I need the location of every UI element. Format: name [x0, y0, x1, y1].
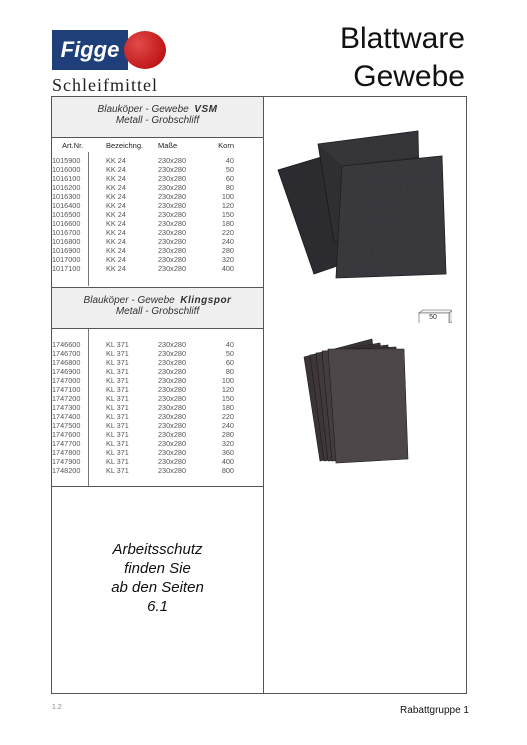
- cell-bezeichnung: KL 371: [106, 439, 129, 448]
- cell-korn: 150: [221, 210, 234, 219]
- section-vsm-application: Metall - Grobschliff: [115, 115, 200, 126]
- note-line: ab den Seiten: [111, 579, 204, 596]
- cell-korn: 240: [221, 421, 234, 430]
- cell-bezeichnung: KK 24: [106, 183, 126, 192]
- cell-bezeichnung: KK 24: [106, 264, 126, 273]
- cell-bezeichnung: KL 371: [106, 430, 129, 439]
- cell-masse: 230x280: [158, 448, 186, 457]
- cell-korn: 60: [225, 174, 234, 183]
- cell-masse: 230x280: [158, 174, 186, 183]
- cell-bezeichnung: KK 24: [106, 228, 126, 237]
- cell-art-nr: 1016400: [52, 201, 81, 210]
- cell-korn: 180: [221, 403, 234, 412]
- cell-korn: 100: [221, 192, 234, 201]
- page-title-line2: Gewebe: [353, 60, 465, 93]
- col-bezeichnung: Bezeichng.: [106, 141, 144, 150]
- cell-masse: 230x280: [158, 255, 186, 264]
- cell-masse: 230x280: [158, 421, 186, 430]
- cell-bezeichnung: KK 24: [106, 237, 126, 246]
- cell-masse: 230x280: [158, 264, 186, 273]
- cell-masse: 230x280: [158, 385, 186, 394]
- cell-korn: 400: [221, 457, 234, 466]
- cell-art-nr: 1746800: [52, 358, 81, 367]
- cell-korn: 280: [221, 430, 234, 439]
- cell-art-nr: 1747800: [52, 448, 81, 457]
- cell-art-nr: 1017000: [52, 255, 81, 264]
- cell-bezeichnung: KL 371: [106, 412, 129, 421]
- cell-bezeichnung: KL 371: [106, 466, 129, 475]
- cell-bezeichnung: KK 24: [106, 201, 126, 210]
- cell-art-nr: 1016000: [52, 165, 81, 174]
- cell-korn: 50: [225, 349, 234, 358]
- cell-bezeichnung: KK 24: [106, 165, 126, 174]
- cell-masse: 230x280: [158, 349, 186, 358]
- cell-korn: 40: [225, 156, 234, 165]
- note-line: 6.1: [147, 598, 168, 615]
- cell-korn: 220: [221, 412, 234, 421]
- cell-masse: 230x280: [158, 412, 186, 421]
- cell-korn: 320: [221, 255, 234, 264]
- cell-art-nr: 1016500: [52, 210, 81, 219]
- section-klingspor-type: Blauköper - Gewebe: [83, 295, 175, 306]
- klingspor-sheets-image: [300, 335, 412, 465]
- page-title-line1: Blattware: [339, 22, 465, 55]
- cell-art-nr: 1016300: [52, 192, 81, 201]
- col-masse: Maße: [158, 141, 178, 150]
- cell-masse: 230x280: [158, 210, 186, 219]
- cell-masse: 230x280: [158, 340, 186, 349]
- discount-group: Rabattgruppe 1: [400, 705, 469, 716]
- cell-bezeichnung: KK 24: [106, 192, 126, 201]
- cell-korn: 280: [221, 246, 234, 255]
- cell-korn: 100: [221, 376, 234, 385]
- cell-korn: 60: [225, 358, 234, 367]
- section-vsm-heading: [52, 97, 263, 138]
- section-klingspor-application: Metall - Grobschliff: [115, 306, 200, 317]
- page-number: 1.2: [52, 704, 62, 711]
- section-vsm-brand: VSM: [194, 104, 218, 115]
- cell-korn: 400: [221, 264, 234, 273]
- cell-bezeichnung: KK 24: [106, 219, 126, 228]
- cell-masse: 230x280: [158, 358, 186, 367]
- cell-art-nr: 1747600: [52, 430, 81, 439]
- logo-text: Figge: [52, 30, 128, 70]
- cell-korn: 120: [221, 385, 234, 394]
- cell-art-nr: 1746900: [52, 367, 81, 376]
- cell-bezeichnung: KK 24: [106, 255, 126, 264]
- cell-bezeichnung: KL 371: [106, 376, 129, 385]
- section-klingspor-heading: [52, 287, 263, 329]
- col-korn: Korn: [218, 141, 234, 150]
- cell-bezeichnung: KK 24: [106, 246, 126, 255]
- table-divider: [88, 152, 89, 286]
- cell-masse: 230x280: [158, 183, 186, 192]
- cell-bezeichnung: KL 371: [106, 367, 129, 376]
- note-line: Arbeitsschutz: [112, 541, 203, 558]
- cell-korn: 800: [221, 466, 234, 475]
- cell-bezeichnung: KL 371: [106, 394, 129, 403]
- cell-art-nr: 1747000: [52, 376, 81, 385]
- cell-korn: 80: [225, 367, 234, 376]
- cell-art-nr: 1016100: [52, 174, 81, 183]
- cell-bezeichnung: KL 371: [106, 385, 129, 394]
- pack-quantity: 50: [429, 314, 437, 321]
- cell-masse: 230x280: [158, 466, 186, 475]
- cell-bezeichnung: KL 371: [106, 358, 129, 367]
- cell-korn: 220: [221, 228, 234, 237]
- cell-art-nr: 1746600: [52, 340, 81, 349]
- cell-masse: 230x280: [158, 367, 186, 376]
- cell-korn: 320: [221, 439, 234, 448]
- cell-masse: 230x280: [158, 201, 186, 210]
- cell-art-nr: 1748200: [52, 466, 81, 475]
- cell-masse: 230x280: [158, 156, 186, 165]
- cell-korn: 360: [221, 448, 234, 457]
- cell-korn: 80: [225, 183, 234, 192]
- cell-masse: 230x280: [158, 246, 186, 255]
- cell-korn: 50: [225, 165, 234, 174]
- cell-korn: 180: [221, 219, 234, 228]
- cell-bezeichnung: KL 371: [106, 448, 129, 457]
- cell-bezeichnung: KL 371: [106, 340, 129, 349]
- cell-bezeichnung: KL 371: [106, 403, 129, 412]
- cell-art-nr: 1746700: [52, 349, 81, 358]
- cell-art-nr: 1747300: [52, 403, 81, 412]
- section-vsm-type: Blauköper - Gewebe: [97, 104, 189, 115]
- cell-art-nr: 1016700: [52, 228, 81, 237]
- cell-art-nr: 1015900: [52, 156, 81, 165]
- cell-bezeichnung: KK 24: [106, 156, 126, 165]
- cell-masse: 230x280: [158, 376, 186, 385]
- cell-art-nr: 1747400: [52, 412, 81, 421]
- cell-korn: 120: [221, 201, 234, 210]
- section-separator: [52, 486, 263, 487]
- note-line: finden Sie: [124, 560, 191, 577]
- cell-masse: 230x280: [158, 394, 186, 403]
- cell-masse: 230x280: [158, 228, 186, 237]
- cell-masse: 230x280: [158, 165, 186, 174]
- cell-art-nr: 1747200: [52, 394, 81, 403]
- cell-masse: 230x280: [158, 457, 186, 466]
- cell-korn: 40: [225, 340, 234, 349]
- cell-bezeichnung: KK 24: [106, 210, 126, 219]
- cell-art-nr: 1747900: [52, 457, 81, 466]
- table-divider: [88, 329, 89, 486]
- safety-note: [52, 540, 263, 616]
- cell-art-nr: 1016900: [52, 246, 81, 255]
- section-klingspor-brand: Klingspor: [180, 295, 232, 306]
- cell-masse: 230x280: [158, 192, 186, 201]
- brand-subtitle: Schleifmittel: [52, 75, 158, 95]
- cell-masse: 230x280: [158, 219, 186, 228]
- cell-art-nr: 1017100: [52, 264, 81, 273]
- column-divider: [263, 96, 264, 694]
- cell-korn: 150: [221, 394, 234, 403]
- logo-circle-icon: [124, 31, 166, 69]
- cell-masse: 230x280: [158, 403, 186, 412]
- brand-logo: [52, 30, 170, 70]
- vsm-sheets-image: [272, 126, 452, 281]
- cell-art-nr: 1747500: [52, 421, 81, 430]
- cell-bezeichnung: KK 24: [106, 174, 126, 183]
- cell-art-nr: 1747100: [52, 385, 81, 394]
- cell-korn: 240: [221, 237, 234, 246]
- cell-art-nr: 1747700: [52, 439, 81, 448]
- cell-bezeichnung: KL 371: [106, 349, 129, 358]
- cell-art-nr: 1016800: [52, 237, 81, 246]
- cell-masse: 230x280: [158, 430, 186, 439]
- col-art-nr: Art.Nr.: [62, 141, 84, 150]
- cell-art-nr: 1016200: [52, 183, 81, 192]
- cell-masse: 230x280: [158, 237, 186, 246]
- cell-masse: 230x280: [158, 439, 186, 448]
- cell-bezeichnung: KL 371: [106, 457, 129, 466]
- cell-art-nr: 1016600: [52, 219, 81, 228]
- cell-bezeichnung: KL 371: [106, 421, 129, 430]
